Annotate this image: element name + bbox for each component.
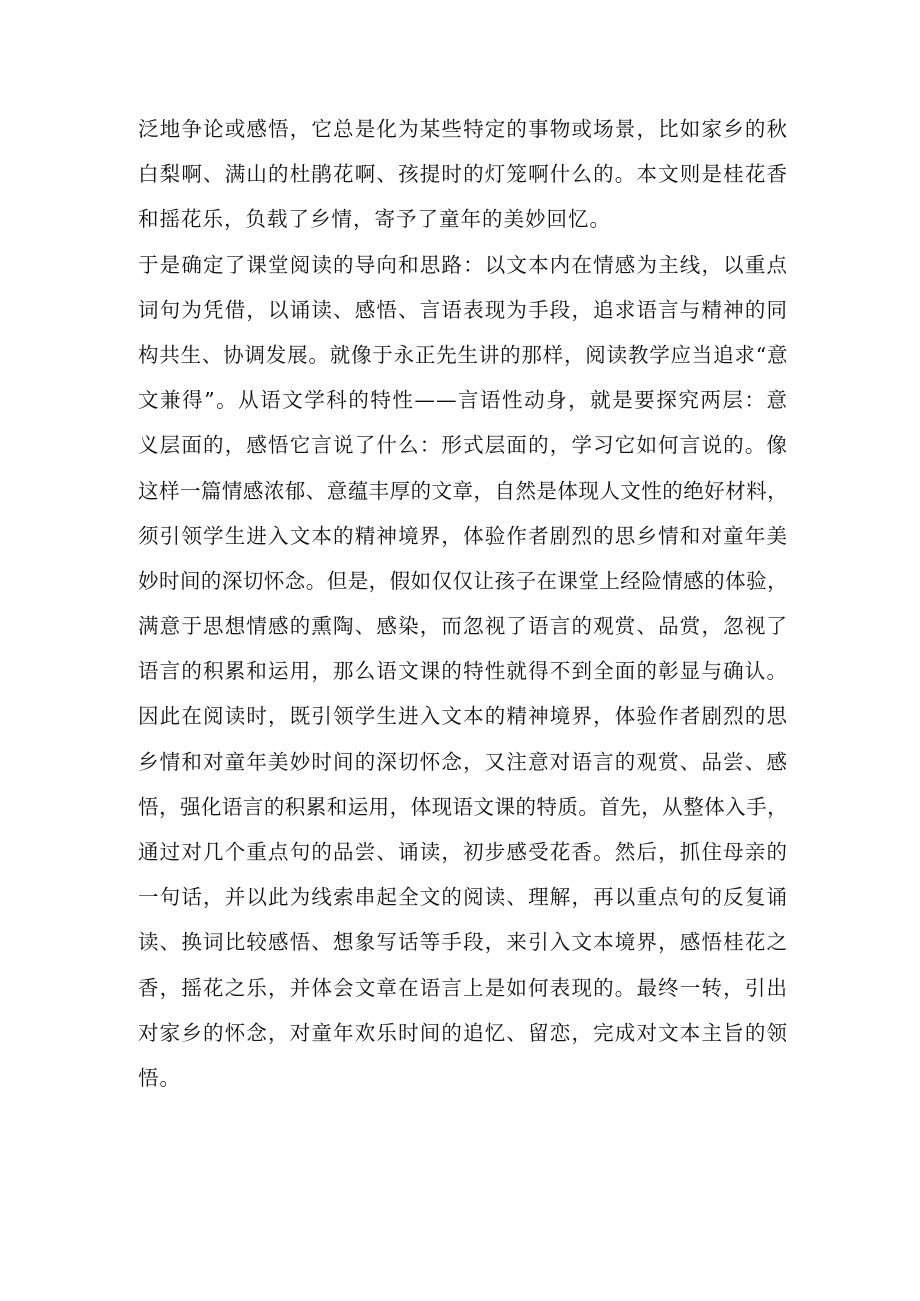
text-line: 因此在阅读时，既引领学生进入文本的精神境界，体验作者剧烈的思 (138, 704, 788, 729)
text-line: 白梨啊、满山的杜鹃花啊、孩提时的灯笼啊什么的。本文则是桂花香 (138, 162, 788, 187)
text-line: 词句为凭借，以诵读、感悟、言语表现为手段，追求语言与精神的同 (138, 297, 788, 322)
text-line: 这样一篇情感浓郁、意蕴丰厚的文章，自然是体现人文性的绝好材料， (138, 478, 788, 503)
text-line: 语言的积累和运用，那么语文课的特性就得不到全面的彰显与确认。 (138, 659, 788, 684)
text-line: 一句话，并以此为线索串起全文的阅读、理解，再以重点句的反复诵 (138, 885, 788, 910)
text-line: 和摇花乐，负载了乡情，寄予了童年的美妙回忆。 (138, 207, 611, 232)
text-line: 通过对几个重点句的品尝、诵读，初步感受花香。然后，抓住母亲的 (138, 840, 788, 864)
text-line: 于是确定了课堂阅读的导向和思路：以文本内在情感为主线，以重点 (138, 252, 788, 277)
text-line: 须引领学生进入文本的精神境界，体验作者剧烈的思乡情和对童年美 (138, 523, 788, 548)
text-line: 读、换词比较感悟、想象写话等手段，来引入文本境界，感悟桂花之 (138, 930, 788, 955)
body-text (138, 107, 788, 1101)
text-line: 泛地争论或感悟，它总是化为某些特定的事物或场景，比如家乡的秋 (138, 117, 788, 141)
text-line: 悟，强化语言的积累和运用，体现语文课的特质。首先，从整体入手， (138, 794, 788, 819)
text-line: 悟。 (138, 1065, 181, 1090)
text-line: 文兼得”。从语文学科的特性——言语性动身，就是要探究两层：意 (138, 388, 788, 413)
text-line: 满意于思想情感的熏陶、感染，而忽视了语言的观赏、品赏，忽视了 (138, 614, 788, 639)
text-line: 义层面的，感悟它言说了什么：形式层面的，学习它如何言说的。像 (138, 433, 788, 458)
text-line: 乡情和对童年美妙时间的深切怀念，又注意对语言的观赏、品尝、感 (138, 749, 788, 774)
text-line: 构共生、协调发展。就像于永正先生讲的那样，阅读教学应当追求“意 (138, 342, 789, 367)
text-line: 妙时间的深切怀念。但是，假如仅仅让孩子在课堂上经险情感的体验， (138, 568, 788, 593)
text-line: 对家乡的怀念，对童年欢乐时间的追忆、留恋，完成对文本主旨的领 (138, 1020, 788, 1045)
text-line: 香，摇花之乐，并体会文章在语言上是如何表现的。最终一转，引出 (138, 975, 788, 1000)
